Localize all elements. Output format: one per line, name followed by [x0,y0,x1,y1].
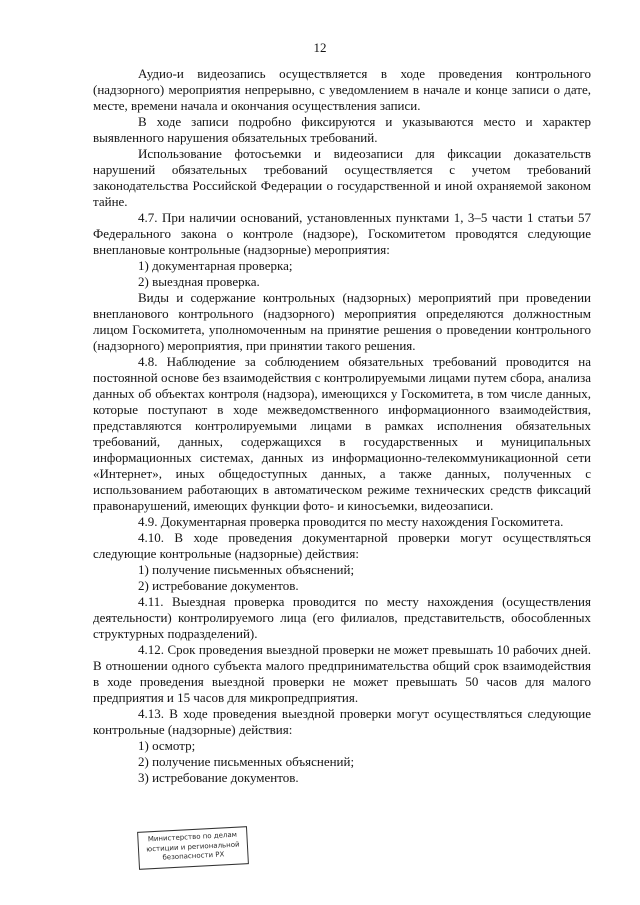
stamp-line: юстиции и региональной [146,840,240,853]
page-number: 12 [313,40,327,55]
stamp-line: безопасности РХ [162,850,225,862]
registration-stamp [137,826,249,870]
paragraph: 4.13. В ходе проведения выездной проверки могут осуществляться следующие контрольные (надзорные) действия: [93,706,591,737]
list-item: 2) выездная проверка. [138,274,260,289]
list-item: 2) истребование документов. [138,578,299,593]
list-item: 1) получение письменных объяснений; [138,562,355,577]
paragraph: 4.12. Срок проведения выездной проверки не может превышать 10 рабочих дней. В отношении одного субъекта малого предпринимательства общий срок взаимодействия в ходе проведения выездной проверки не может превышать 50 часов для малого предприятия и 15 часов для микропредприятия. [93,642,591,705]
paragraph: 4.9. Документарная проверка проводится по месту нахождения Госкомитета. [138,514,564,529]
paragraph: Использование фотосъемки и видеозаписи для фиксации доказательств нарушений обязательных требований осуществляется с учетом требований законодательства Российской Федерации о государственной и иной охраняемой законом тайне. [93,146,591,209]
paragraph: Виды и содержание контрольных (надзорных) мероприятий при проведении внепланового контрольного (надзорного) мероприятия определяются должностным лицом Госкомитета, уполномоченным на принятие решения о проведении контрольного (надзорного) мероприятия, при принятии такого решения. [93,290,591,353]
paragraph: 4.11. Выездная проверка проводится по месту нахождения (осуществления деятельности) контролируемого лица (его филиалов, представительств, обособленных структурных подразделений). [93,594,591,641]
list-item: 3) истребование документов. [138,770,299,785]
document-body [93,66,591,786]
paragraph: Аудио-и видеозапись осуществляется в ходе проведения контрольного (надзорного) мероприятия непрерывно, с уведомлением в начале и конце записи о дате, месте, времени начала и окончания осуществления записи. [93,66,591,113]
paragraph: В ходе записи подробно фиксируются и указываются место и характер выявленного нарушения обязательных требований. [93,114,591,145]
list-item: 1) осмотр; [138,738,196,753]
paragraph: 4.8. Наблюдение за соблюдением обязательных требований проводится на постоянной основе без взаимодействия с контролируемыми лицами путем сбора, анализа данных об объектах контроля (надзора), имеющихся у Госкомитета, в том числе данных, которые поступают в ходе межведомственного информационного взаимодействия, представляются контролируемыми лицами в рамках исполнения обязательных требований, данных, содержащихся в государственных и муниципальных информационных системах, данных из информационно-телекоммуникационной сети «Интернет», иных общедоступных данных, а также данных, полученных с использованием работающих в автоматическом режиме технических средств фиксаций правонарушений, имеющих функции фото- и киносъемки, видеозаписи. [93,354,591,513]
paragraph: 4.10. В ходе проведения документарной проверки могут осуществляться следующие контрольные (надзорные) действия: [93,530,591,561]
paragraph: 4.7. При наличии оснований, установленных пунктами 1, 3–5 части 1 статьи 57 Федерального закона о контроле (надзоре), Госкомитетом проводятся следующие внеплановые контрольные (надзорные) мероприятия: [93,210,591,257]
stamp-line: Министерство по делам [147,830,238,844]
list-item: 2) получение письменных объяснений; [138,754,355,769]
list-item: 1) документарная проверка; [138,258,293,273]
